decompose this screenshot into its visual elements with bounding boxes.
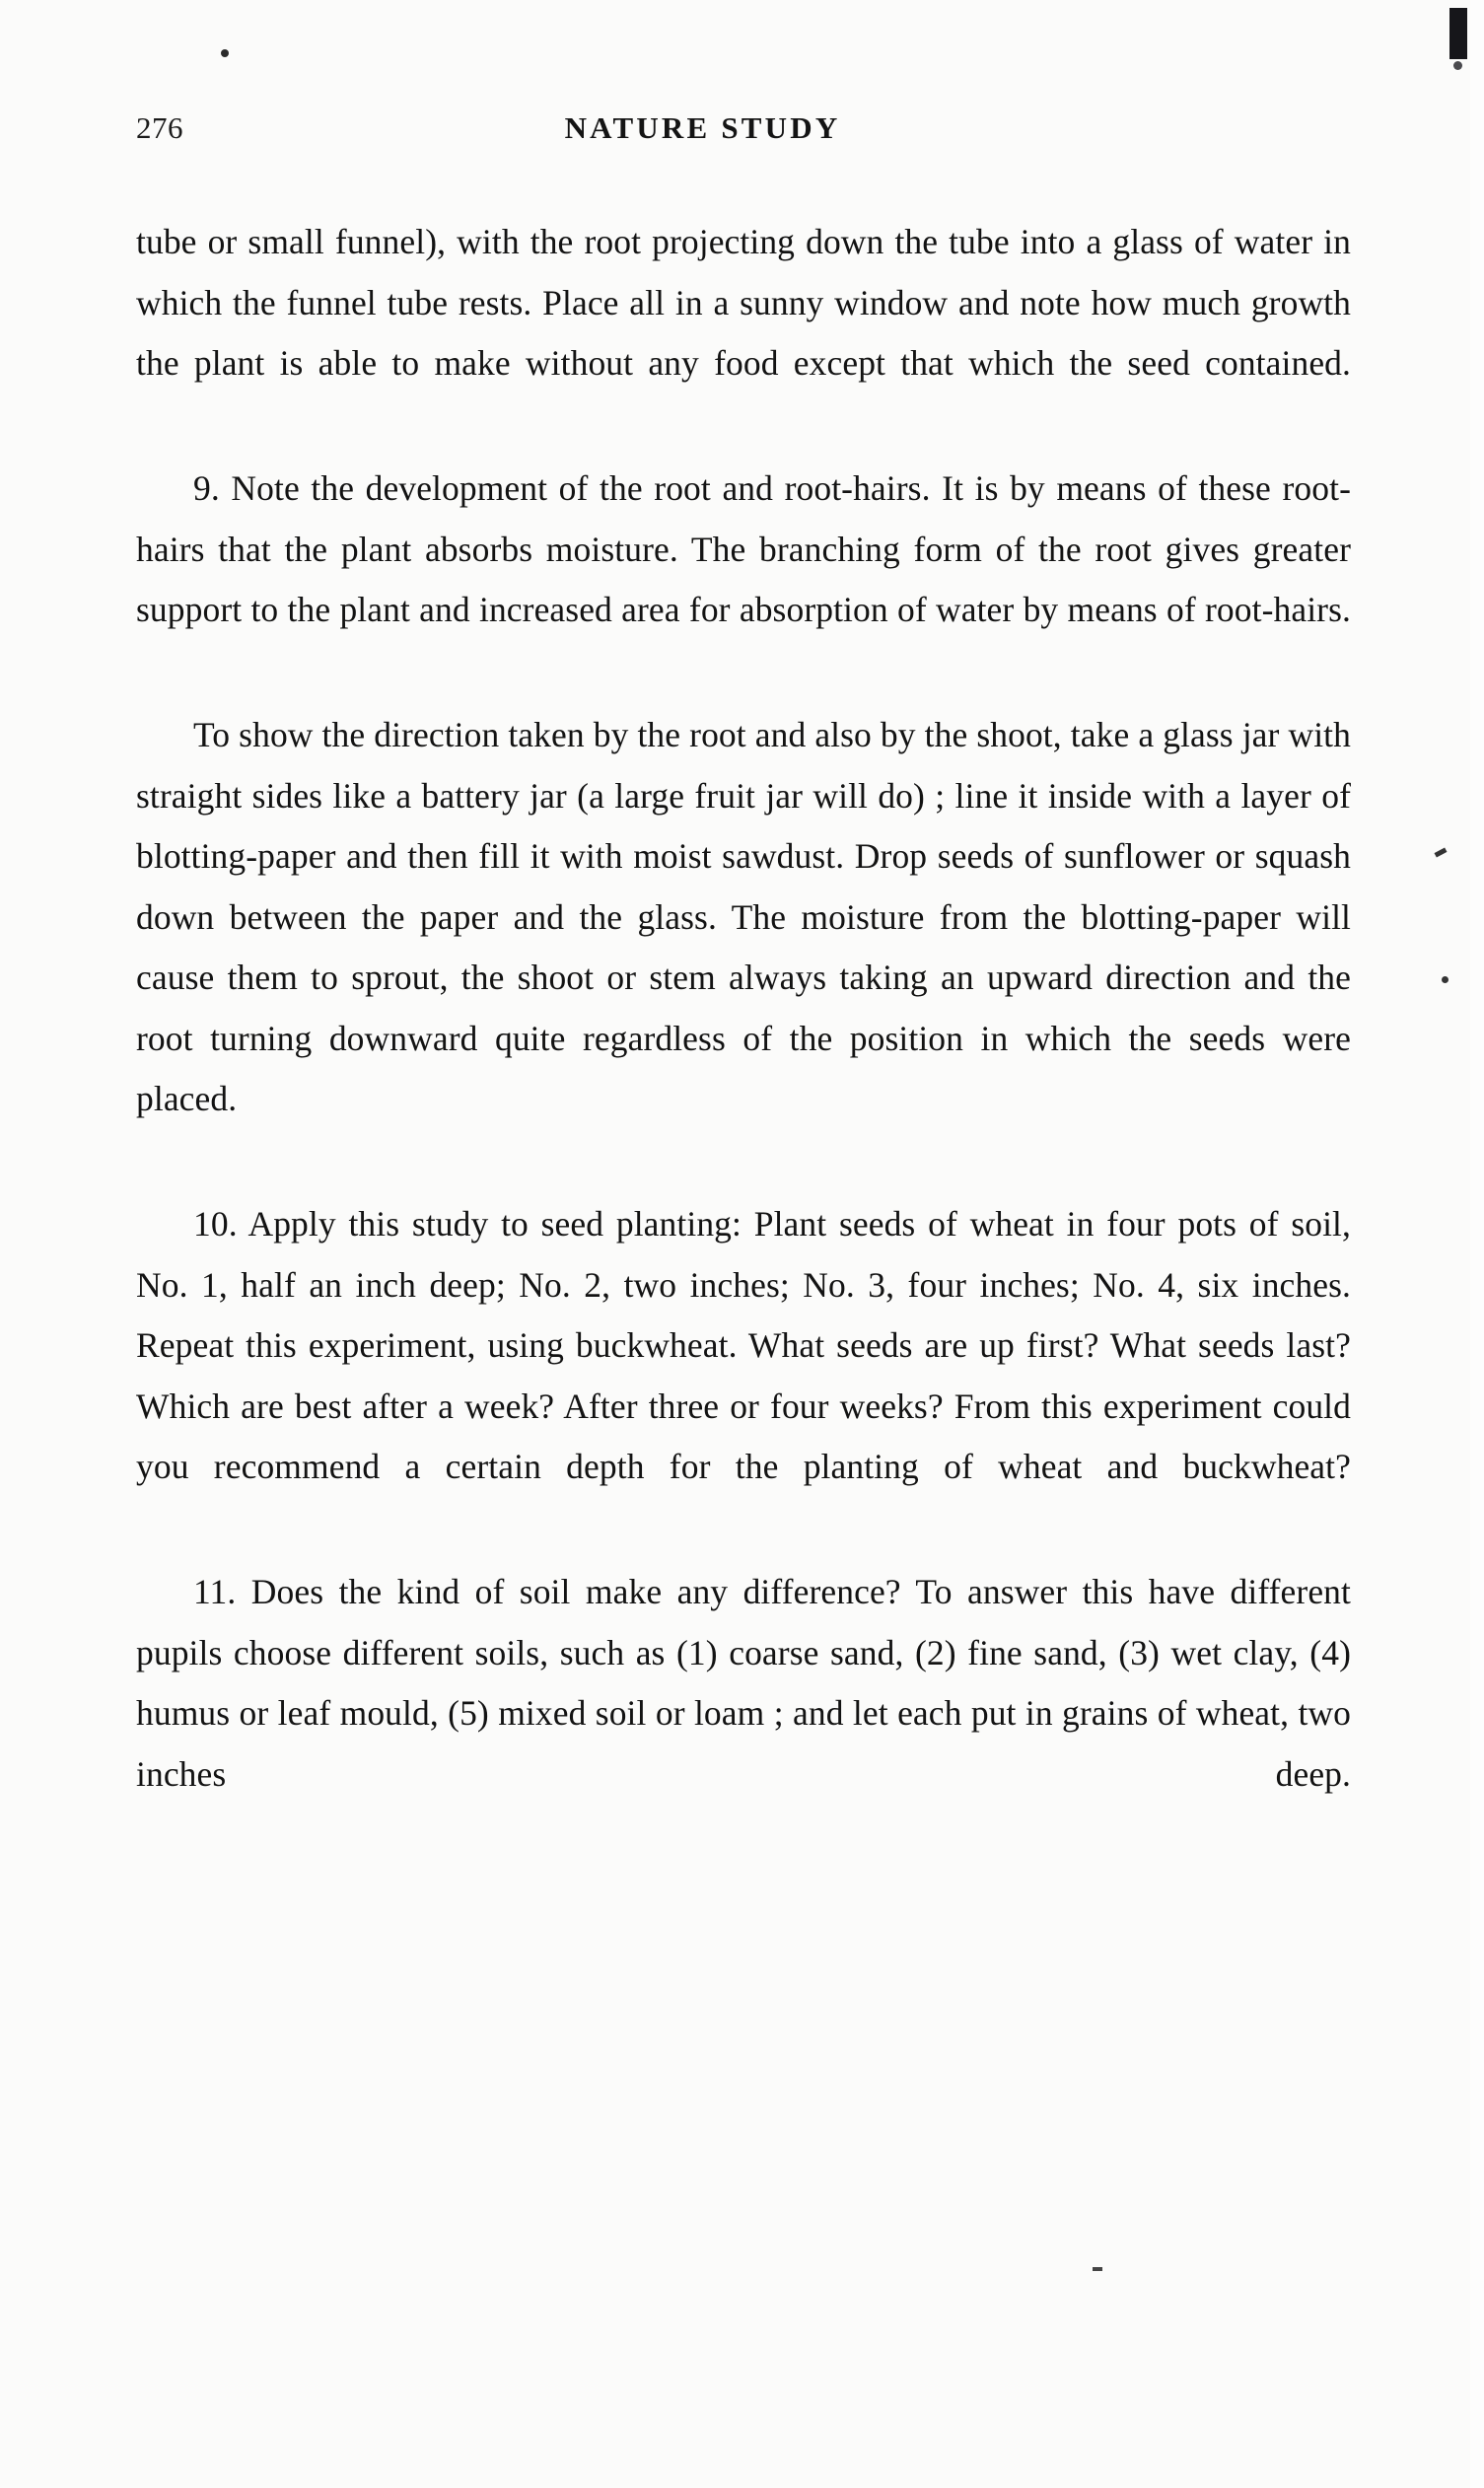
page-title: NATURE STUDY [564, 110, 841, 145]
scan-speck-icon [221, 49, 229, 57]
paragraph: 10. Apply this study to seed planting: Plant seeds of wheat in four pots of soil, No. 1, half an inch deep; No. 2, two inches; No. 3, four inches; No. 4, six inches. Repeat this experiment, using buckwheat. What seeds are up first? What seeds last? Which are best after a week? After three or four weeks? From this experiment could you recommend a certain depth for the planting of wheat and buckwheat? [136, 1204, 1351, 1486]
scan-speck-icon [1453, 61, 1462, 70]
paragraph: To show the direction taken by the root and also by the shoot, take a glass jar with straight sides like a battery jar (a large fruit jar will do) ; line it inside with a layer of blotting-paper and then fill it with moist sawdust. Drop seeds of sunflower or squash down between the paper and the glass. The moisture from the blotting-paper will cause them to sprout, the shoot or stem always taking an upward direction and the root turning downward quite regardless of the position in which the seeds were placed. [136, 715, 1351, 1118]
page-number: 276 [136, 110, 183, 145]
paragraph: 11. Does the kind of soil make any difference? To answer this have different pupils choose different soils, such as (1) coarse sand, (2) fine sand, (3) wet clay, (4) humus or leaf mould, (5) mixed soil or loam ; and let each put in grains of wheat, two inches deep. [136, 1572, 1351, 1794]
page-edge-artifact [1470, 0, 1484, 2488]
scan-speck-icon [1442, 976, 1449, 983]
running-head [0, 110, 1484, 156]
paragraph: tube or small funnel), with the root projecting down the tube into a glass of water in which the funnel tube rests. Place all in a sunny window and note how much growth the plant is able to make without any food except that which the seed contained. [136, 222, 1351, 383]
scan-speck-icon [1435, 847, 1448, 857]
paragraph: 9. Note the development of the root and root-hairs. It is by means of these root-hairs that the plant absorbs moisture. The branching form of the root gives greater support to the plant and increased area for absorption of water by means of root-hairs. [136, 468, 1351, 629]
scan-edge-mark-icon [1449, 8, 1467, 59]
body-text [136, 212, 1351, 1870]
scan-speck-icon [1093, 2267, 1102, 2271]
